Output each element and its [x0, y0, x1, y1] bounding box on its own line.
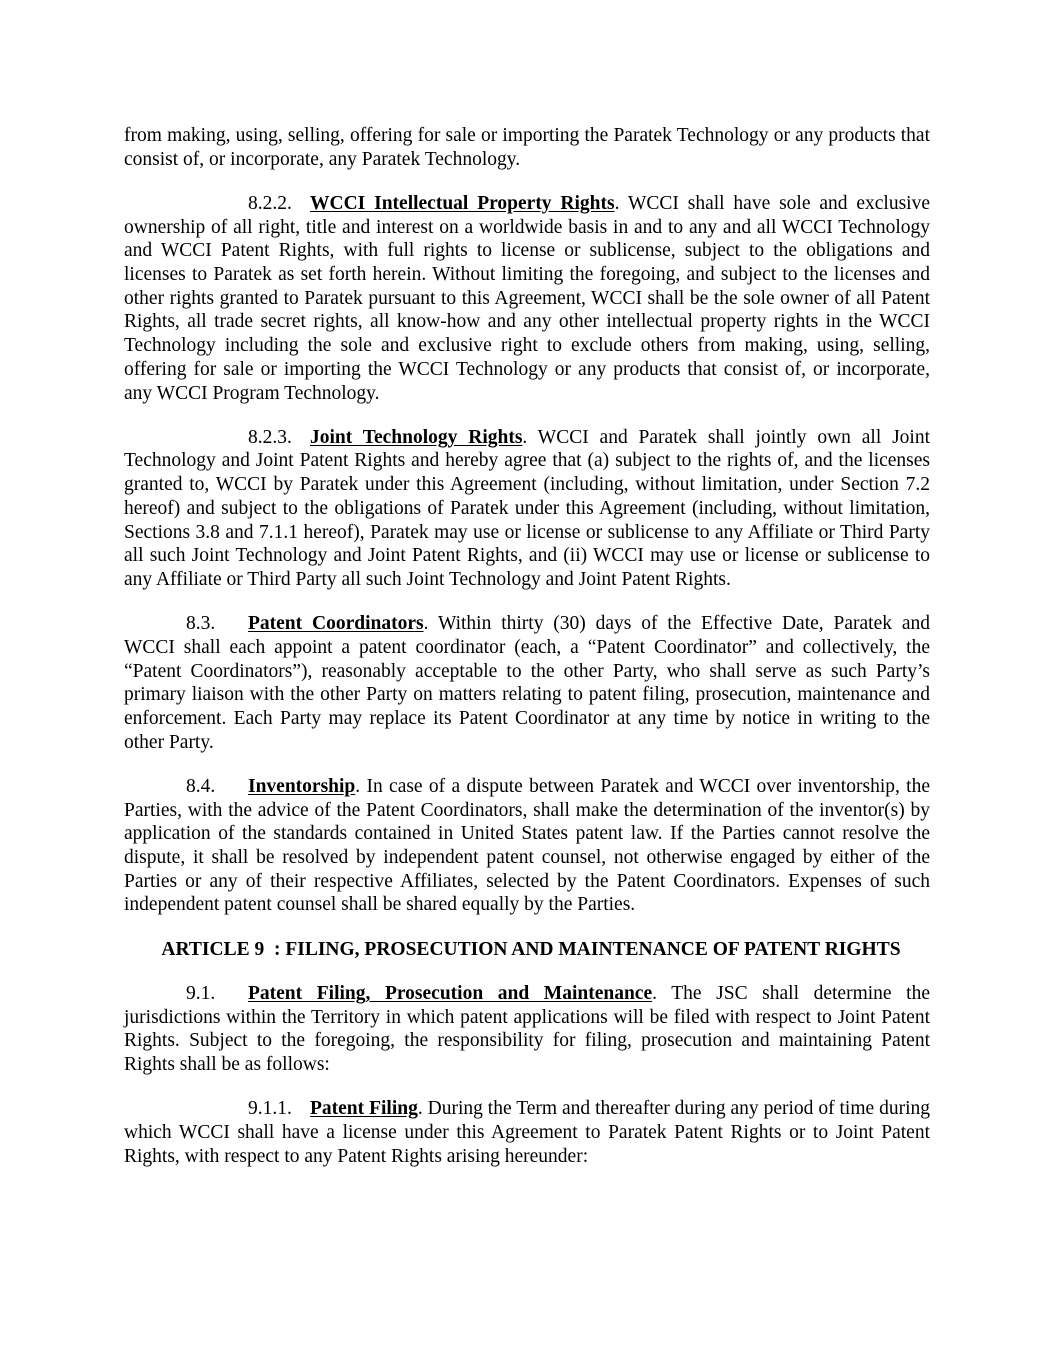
section-8-3 — [124, 612, 930, 754]
document-page — [124, 124, 930, 1168]
section-heading: Joint Technology Rights — [310, 426, 523, 448]
section-body: . In case of a dispute between Paratek and WCCI over inventorship, the Parties, with the advice of the Patent Coordinators, shall make the determination of the inventor(s) by application of the standards contained in United States patent law. If the Parties cannot resolve the dispute, it shall be resolved by independent patent counsel, not otherwise engaged by either of the Parties or any of their respective Affiliates, selected by the Patent Coordinators. Expenses of such independent patent counsel shall be shared equally by the Parties. — [124, 775, 930, 916]
section-number: 8.2.2. — [248, 192, 292, 214]
section-9-1 — [124, 982, 930, 1077]
section-body: . The JSC shall determine the jurisdictions within the Territory in which patent applications will be filed with respect to Joint Patent Rights. Subject to the foregoing, the responsibility for filing, prosecution and maintaining Patent Rights shall be as follows: — [124, 982, 930, 1075]
section-8-4 — [124, 775, 930, 917]
section-number: 8.3. — [186, 613, 216, 635]
section-8-2-2 — [124, 192, 930, 405]
section-body: . WCCI shall have sole and exclusive ownership of all right, title and interest on a worldwide basis in and to any and all WCCI Technology and WCCI Patent Rights, with full rights to license or sublicense, subject to the obligations and licenses to Paratek as set forth herein. Without limiting the foregoing, and subject to the licenses and other rights granted to Paratek pursuant to this Agreement, WCCI shall be the sole owner of all Patent Rights, all trade secret rights, all know-how and any other intellectual property rights in the WCCI Technology including the sole and exclusive right to exclude others from making, using, selling, offering for sale or importing the WCCI Technology or any products that consist of, or incorporate, any WCCI Program Technology. — [124, 192, 930, 404]
article-9-heading: ARTICLE 9 : FILING, PROSECUTION AND MAINTENANCE OF PATENT RIGHTS — [161, 938, 901, 960]
section-body: . Within thirty (30) days of the Effective Date, Paratek and WCCI shall each appoint a patent coordinator (each, a “Patent Coordinator” and collectively, the “Patent Coordinators”), reasonably acceptable to the other Party, who shall serve as such Party’s primary liaison with the other Party on matters relating to patent filing, prosecution, maintenance and enforcement. Each Party may replace its Patent Coordinator at any time by notice in writing to the other Party. — [124, 613, 930, 753]
section-heading: Patent Filing, Prosecution and Maintenance — [248, 982, 653, 1004]
section-heading: Patent Coordinators — [248, 613, 424, 635]
section-body: . WCCI and Paratek shall jointly own all Joint Technology and Joint Patent Rights and hereby agree that (a) subject to the rights of, and the licenses granted to, WCCI by Paratek under this Agreement (including, without limitation, under Section 7.2 hereof) and subject to the obligations of Paratek under this Agreement (including, without limitation, Sections 3.8 and 7.1.1 hereof), Paratek may use or license or sublicense to any Affiliate or Third Party all such Joint Technology and Joint Patent Rights, and (ii) WCCI may use or license or sublicense to any Affiliate or Third Party all such Joint Technology and Joint Patent Rights. — [124, 426, 931, 590]
intro-paragraph: from making, using, selling, offering for sale or importing the Paratek Technology or any products that consist of, or incorporate, any Paratek Technology. — [124, 125, 930, 170]
section-number: 9.1.1. — [248, 1098, 292, 1120]
section-number: 9.1. — [186, 982, 216, 1004]
section-number: 8.4. — [186, 775, 216, 797]
section-body: . During the Term and thereafter during any period of time during which WCCI shall have a license under this Agreement to Paratek Patent Rights or to Joint Patent Rights, with respect to any Patent Rights arising hereunder: — [124, 1098, 930, 1167]
section-heading: Inventorship — [248, 775, 356, 797]
section-8-2-3 — [124, 426, 930, 592]
section-heading: WCCI Intellectual Property Rights — [310, 192, 615, 214]
section-9-1-1 — [124, 1097, 930, 1168]
section-number: 8.2.3. — [248, 426, 292, 448]
section-heading: Patent Filing — [310, 1098, 418, 1120]
